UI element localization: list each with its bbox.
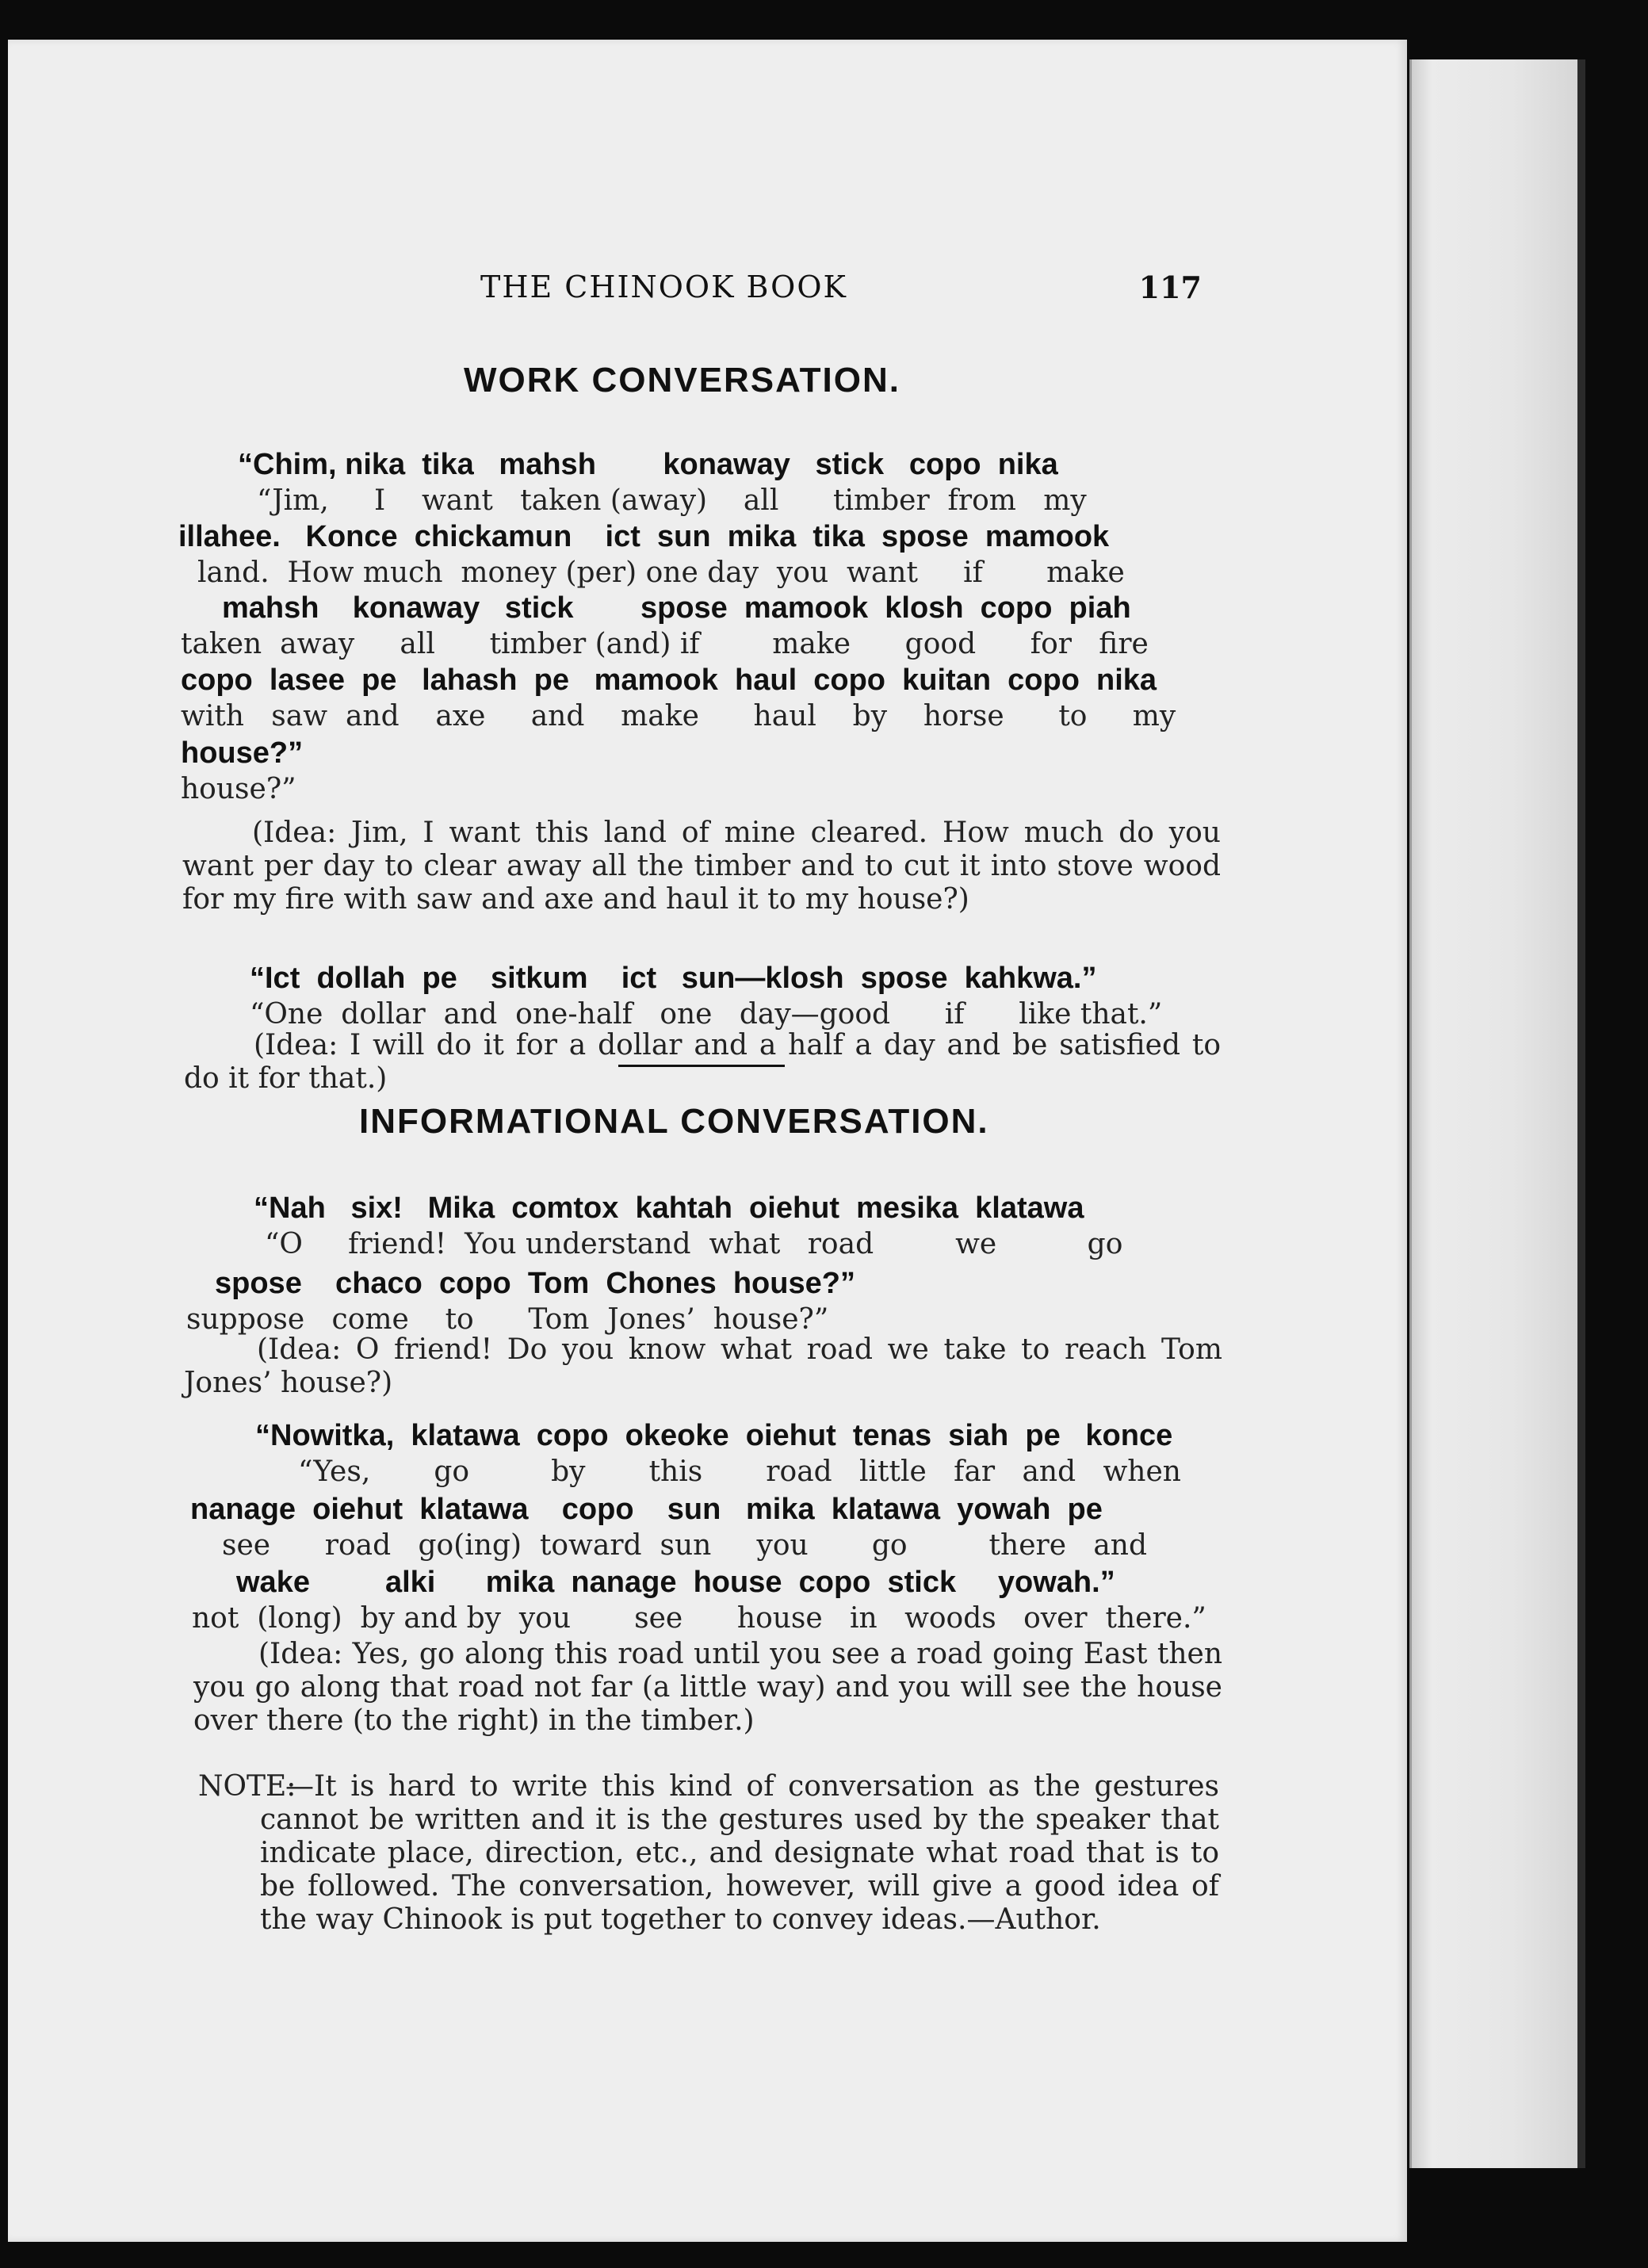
- work-line-3: [181, 589, 1149, 662]
- idea-paragraph-2: (Idea: I will do it for a dollar and a half a day and be satisfied to do it for that.): [184, 1029, 1221, 1095]
- work-line-1: [238, 446, 1087, 518]
- chinook-text: spose chaco copo Tom Chones house?”: [215, 1267, 855, 1300]
- english-gloss: taken away all timber (and) if make good for fire: [181, 628, 1149, 660]
- english-gloss: with saw and axe and make haul by horse to my: [181, 700, 1176, 732]
- page-number: 117: [1138, 270, 1202, 305]
- idea-paragraph-4: (Idea: Yes, go along this road until you see a road going East then you go along that road not far (a little way) and you will see the house over there (to the right) in the timber.): [193, 1638, 1222, 1737]
- info-line-5: [192, 1563, 1206, 1636]
- chinook-text: “Ict dollah pe sitkum ict sun—klosh spose kahkwa.”: [250, 962, 1097, 995]
- work-conversation-heading: WORK CONVERSATION.: [464, 361, 900, 400]
- idea-paragraph-3: (Idea: O friend! Do you know what road we take to reach Tom Jones’ house?): [184, 1333, 1222, 1399]
- info-line-2: [186, 1264, 855, 1337]
- english-gloss: not (long) by and by you see house in woods over there.”: [192, 1602, 1206, 1635]
- english-gloss: “O friend! You understand what road we go: [265, 1228, 1123, 1260]
- section-divider: [618, 1065, 785, 1067]
- english-gloss: “Jim, I want taken (away) all timber from my: [257, 484, 1087, 517]
- english-gloss: see road go(ing) toward sun you go there and: [222, 1529, 1148, 1562]
- chinook-text: copo lasee pe lahash pe mamook haul copo kuitan copo nika: [181, 664, 1157, 697]
- chinook-text: nanage oiehut klatawa copo sun mika klatawa yowah pe: [190, 1493, 1103, 1526]
- chinook-text: “Nowitka, klatawa copo okeoke oiehut tenas siah pe konce: [255, 1419, 1173, 1452]
- informational-conversation-heading: INFORMATIONAL CONVERSATION.: [359, 1102, 989, 1141]
- chinook-text: illahee. Konce chickamun ict sun mika tika spose mamook: [178, 520, 1110, 553]
- idea-paragraph-1: (Idea: Jim, I want this land of mine cleared. How much do you want per day to clear away all the timber and to cut it into stove wood for my fire with saw and axe and haul it to my house?): [182, 817, 1221, 916]
- english-gloss: house?”: [181, 773, 296, 805]
- work-line-2: [178, 518, 1125, 591]
- chinook-text: mahsh konaway stick spose mamook klosh copo piah: [222, 591, 1131, 625]
- english-gloss: “Yes, go by this road little far and when: [298, 1455, 1181, 1488]
- work-line-5: [181, 734, 303, 807]
- chinook-text: “Chim, nika tika mahsh konaway stick copo nika: [238, 448, 1058, 481]
- work-reply: [250, 959, 1162, 1032]
- running-head-title: THE CHINOOK BOOK: [480, 270, 847, 304]
- chinook-text: “Nah six! Mika comtox kahtah oiehut mesika klatawa: [254, 1191, 1084, 1225]
- chinook-text: house?”: [181, 736, 304, 770]
- info-line-1: [254, 1189, 1122, 1262]
- english-gloss: “One dollar and one-half one day—good if like that.”: [250, 998, 1163, 1031]
- page-edge-stack: [1409, 59, 1578, 2168]
- info-line-3: [255, 1417, 1181, 1490]
- work-line-4: [181, 661, 1176, 734]
- info-line-4: [190, 1490, 1147, 1563]
- note-text: —It is hard to write this kind of conversation as the gestures cannot be written and it is the gestures used by the speaker that indicate place, direction, etc., and designate what road that is to be followed. The conversation, however, will give a good idea of the way Chinook is put together to convey ideas.—Author.: [260, 1770, 1219, 1936]
- english-gloss: land. How much money (per) one day you want if make: [197, 556, 1125, 589]
- note-label: NOTE:: [198, 1770, 296, 1803]
- english-gloss: suppose come to Tom Jones’ house?”: [186, 1303, 829, 1336]
- book-page: [8, 40, 1407, 2242]
- book-cover-edge: [1577, 59, 1585, 2168]
- chinook-text: wake alki mika nanage house copo stick yowah.”: [236, 1566, 1115, 1599]
